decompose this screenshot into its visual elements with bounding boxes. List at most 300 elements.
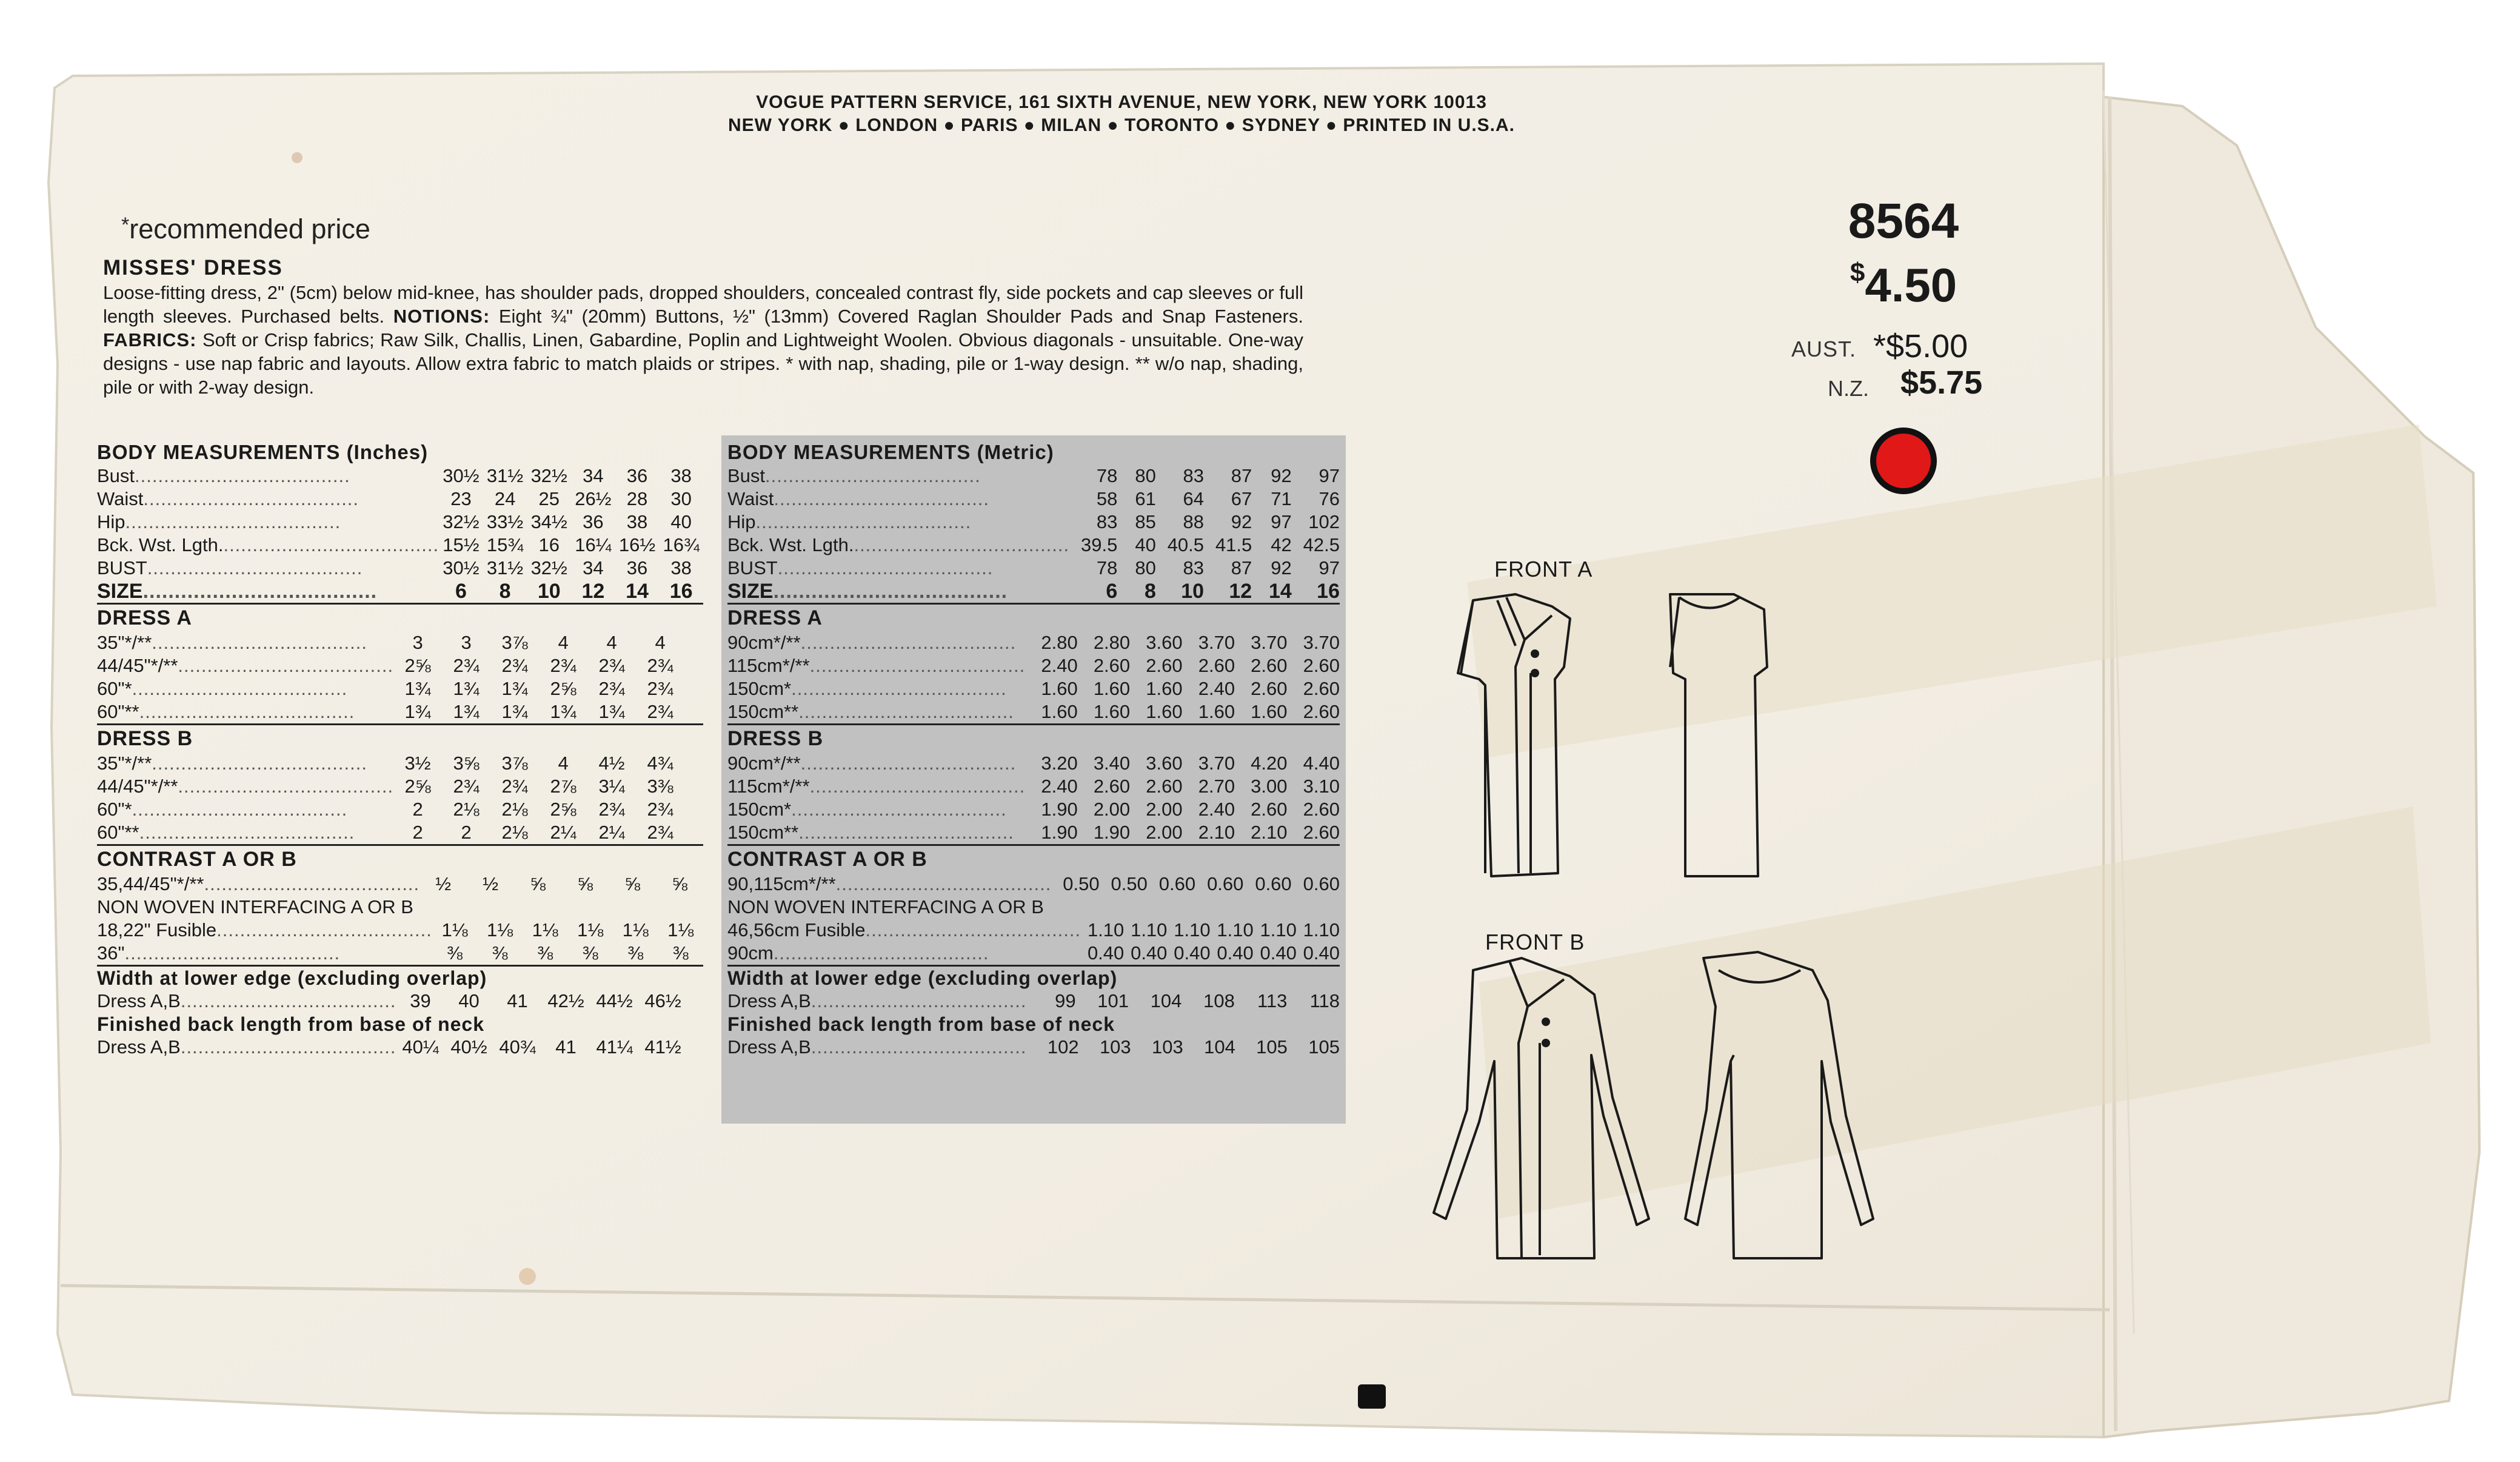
cell-value: 4 [655, 632, 666, 653]
cell-value: 92 [1231, 511, 1252, 532]
cell-value: 3⅜ [647, 776, 673, 797]
cell-value: 2 [412, 822, 423, 843]
metric-dress-a-title: DRESS A [727, 606, 823, 629]
row-label-text: Waist [97, 488, 144, 509]
cell-value: 2.60 [1251, 678, 1288, 699]
metric-dress-b-title: DRESS B [727, 727, 824, 750]
row-label [97, 821, 393, 844]
cell-value: 103 [1099, 1036, 1131, 1058]
leader-dots: ..................................... [765, 465, 981, 486]
style-title: MISSES' DRESS [103, 256, 283, 280]
cell-value: 14 [1268, 580, 1292, 603]
row-label-text: 18,22" Fusible [97, 919, 217, 941]
cell-value: 102 [1308, 511, 1340, 532]
cell-value: 40¾ [499, 1036, 536, 1058]
recommended-price-note [121, 213, 370, 245]
imperial-title: BODY MEASUREMENTS (Inches) [97, 441, 429, 463]
cell-value: 71 [1271, 488, 1292, 509]
table-row [727, 557, 1340, 580]
cell-value: 1¾ [453, 678, 480, 699]
imperial-contrast-title: CONTRAST A OR B [97, 848, 297, 871]
table-row [97, 873, 703, 896]
row-label-text: Dress A,B [97, 1036, 181, 1058]
imperial-body-table [97, 464, 703, 603]
cell-value: 25 [538, 488, 560, 509]
row-label [727, 798, 1025, 821]
cell-value: 3.60 [1146, 753, 1183, 774]
row-label-text: 115cm*/** [727, 655, 810, 676]
cell-value: 2.60 [1303, 655, 1340, 676]
row-label-text: 90cm*/** [727, 753, 801, 774]
cell-value: 32½ [443, 511, 480, 532]
cell-value: 31½ [486, 465, 524, 486]
row-label-text: BUST [97, 557, 147, 578]
imperial-length-table [97, 1036, 687, 1059]
cell-value: 2.10 [1198, 822, 1235, 843]
cell-value: 1.10 [1260, 919, 1297, 941]
row-label-text: Bck. Wst. Lgth. [97, 534, 224, 555]
cell-value: 3 [461, 632, 472, 653]
cell-value: 4 [558, 753, 569, 774]
row-label [97, 942, 432, 965]
imperial-dress-a-title: DRESS A [97, 606, 192, 629]
row-label [97, 534, 439, 557]
cell-value: 0.50 [1111, 873, 1148, 894]
cell-value: 2.60 [1146, 655, 1183, 676]
cell-value: 15½ [443, 534, 480, 555]
cell-value: 32½ [530, 557, 567, 578]
cell-value: 46½ [644, 990, 681, 1011]
cell-value: 15¾ [486, 534, 524, 555]
leader-dots: ..................................... [147, 557, 363, 578]
row-label [727, 752, 1025, 775]
row-label [97, 464, 439, 488]
cell-value: 2¾ [550, 655, 577, 676]
cell-value: 1.10 [1174, 919, 1211, 941]
cell-value: 64 [1183, 488, 1205, 509]
leader-dots: ..................................... [223, 534, 439, 555]
cell-value: 40.5 [1167, 534, 1205, 555]
metric-interfacing-title: NON WOVEN INTERFACING A OR B [727, 896, 1044, 917]
cell-value: 87 [1231, 465, 1252, 486]
cell-value: 1.90 [1093, 822, 1131, 843]
imperial-width-title: Width at lower edge (excluding overlap) [97, 967, 487, 989]
cell-value: 3.70 [1198, 753, 1235, 774]
cell-value: 24 [494, 488, 516, 509]
cell-value: 97 [1318, 557, 1340, 578]
row-label [727, 775, 1025, 798]
cell-value: 30½ [443, 557, 480, 578]
row-label [97, 919, 432, 942]
imperial-dress-b-title: DRESS B [97, 727, 193, 750]
cell-value: 2.60 [1093, 776, 1131, 797]
leader-dots: ..................................... [791, 799, 1007, 820]
cell-value: 105 [1308, 1036, 1340, 1058]
cell-value: 34 [583, 557, 604, 578]
row-label [727, 557, 1069, 580]
table-row [97, 942, 703, 965]
row-label [727, 700, 1025, 723]
metric-width-table [727, 990, 1340, 1013]
cell-value: 1.60 [1251, 701, 1288, 722]
table-row [97, 654, 684, 677]
cell-value: 2.00 [1093, 799, 1131, 820]
leader-dots: ..................................... [125, 511, 341, 532]
metric-dress-b-table [727, 752, 1340, 844]
cell-value: 2.60 [1146, 776, 1183, 797]
stain [519, 1268, 536, 1285]
leader-dots: ..................................... [152, 632, 367, 653]
metric-title: BODY MEASUREMENTS (Metric) [727, 441, 1054, 463]
cell-value: 1.60 [1093, 701, 1131, 722]
row-label [97, 677, 393, 700]
cell-value: 1⅛ [441, 919, 468, 941]
cell-value: 0.60 [1303, 873, 1340, 894]
row-label-text: 44/45"*/** [97, 776, 178, 797]
leader-dots: ..................................... [791, 678, 1007, 699]
row-label [97, 1036, 396, 1059]
table-row [727, 654, 1340, 677]
row-label [727, 821, 1025, 844]
cell-value: 67 [1231, 488, 1252, 509]
cell-value: 3.60 [1146, 632, 1183, 653]
cell-value: 113 [1257, 990, 1288, 1011]
cell-value: 105 [1256, 1036, 1288, 1058]
row-label-text: 60"** [97, 701, 139, 722]
cell-value: 41 [555, 1036, 577, 1058]
cell-value: ⅜ [447, 942, 463, 964]
row-label [727, 677, 1025, 700]
cell-value: 41¼ [596, 1036, 633, 1058]
cell-value: 2 [412, 799, 423, 820]
aust-label: AUST. [1791, 337, 1857, 361]
table-row [727, 1036, 1340, 1059]
table-row [727, 798, 1340, 821]
cell-value: 31½ [486, 557, 524, 578]
table-row [97, 775, 684, 798]
cell-value: 1.90 [1041, 799, 1078, 820]
row-label [97, 654, 393, 677]
cell-value: 2.00 [1146, 822, 1183, 843]
row-label-text: 60"* [97, 799, 132, 820]
row-label-text: 150cm* [727, 678, 792, 699]
cell-value: 3.00 [1251, 776, 1288, 797]
cell-value: 30 [670, 488, 692, 509]
row-label-text: 35,44/45"*/** [97, 873, 204, 894]
cell-value: 92 [1271, 465, 1292, 486]
table-row [727, 464, 1340, 488]
cell-value: 2⅛ [453, 799, 480, 820]
registration-mark [1358, 1384, 1386, 1409]
front-b-sketch [1434, 958, 1649, 1258]
dress-illustrations [1394, 582, 1940, 1273]
imperial-dress-a-table [97, 631, 684, 723]
cell-value: 14 [626, 580, 649, 603]
table-row [97, 631, 684, 654]
description-text: Loose-fitting dress, 2" (5cm) below mid-knee, has shoulder pads, dropped shoulders, concealed contrast fly, side pockets and cap sleeves or full length sleeves. Purchased belts. [103, 282, 1303, 327]
cell-value: 16¼ [575, 534, 612, 555]
leader-dots: ..................................... [800, 632, 1017, 653]
row-label-text: 35"*/** [97, 632, 152, 653]
row-label [97, 700, 393, 723]
cell-value: 23 [450, 488, 472, 509]
cell-value: 108 [1203, 990, 1235, 1011]
leader-dots: ..................................... [774, 488, 990, 509]
cell-value: 8 [1144, 580, 1156, 603]
cell-value: 104 [1204, 1036, 1235, 1058]
cell-value: ⅜ [492, 942, 508, 964]
aust-price: *$5.00 [1873, 328, 1968, 364]
metric-body-table [727, 464, 1340, 603]
row-label-text: 44/45"*/** [97, 655, 178, 676]
leader-dots: ..................................... [835, 873, 1052, 894]
cell-value: 38 [670, 557, 692, 578]
cell-value: 33½ [486, 511, 524, 532]
table-row [727, 677, 1340, 700]
cell-value: 3½ [404, 753, 431, 774]
cell-value: 2¾ [647, 655, 673, 676]
leader-dots: ..................................... [773, 580, 1008, 603]
cell-value: 61 [1135, 488, 1156, 509]
cell-value: 42½ [547, 990, 584, 1011]
notions-text: Eight ¾" (20mm) Buttons, ½" (13mm) Covered Raglan Shoulder Pads and Snap Fasteners. [498, 306, 1303, 327]
cell-value: 83 [1183, 465, 1205, 486]
imperial-contrast-table [97, 873, 703, 896]
leader-dots: ..................................... [755, 511, 972, 532]
cell-value: 30½ [443, 465, 480, 486]
cell-value: ⅜ [627, 942, 644, 964]
leader-dots: ..................................... [135, 465, 350, 486]
cell-value: 80 [1135, 465, 1156, 486]
envelope-flap [2104, 97, 2479, 1437]
back-b-sketch [1685, 952, 1873, 1258]
row-label-text: 35"*/** [97, 753, 152, 774]
row-label [727, 631, 1025, 654]
cell-value: 1¾ [550, 701, 577, 722]
leader-dots: ..................................... [178, 655, 394, 676]
cell-value: 3.40 [1093, 753, 1131, 774]
publisher-address: VOGUE PATTERN SERVICE, 161 SIXTH AVENUE, NEW YORK, NEW YORK 10013 [756, 92, 1487, 112]
row-label-text: Dress A,B [97, 990, 181, 1011]
table-row [727, 873, 1340, 896]
table-row [97, 821, 684, 844]
cell-value: 4 [558, 632, 569, 653]
cell-value: 3.20 [1041, 753, 1078, 774]
cell-value: 2¼ [598, 822, 625, 843]
cell-value: 10 [1181, 580, 1205, 603]
row-label-text: Hip [727, 511, 756, 532]
cell-value: 2¾ [453, 655, 480, 676]
description [103, 281, 1303, 399]
row-label [727, 942, 1081, 965]
cell-value: 2.40 [1198, 678, 1235, 699]
cell-value: ⅜ [672, 942, 689, 964]
metric-length-table [727, 1036, 1340, 1059]
cell-value: ½ [483, 873, 499, 894]
cell-value: 1¾ [404, 678, 431, 699]
nz-price: $5.75 [1900, 364, 1983, 401]
cell-value: 2.60 [1198, 655, 1235, 676]
leader-dots: ..................................... [204, 873, 420, 894]
table-row [97, 534, 703, 557]
metric-chart [721, 435, 1346, 1124]
leader-dots: ..................................... [809, 776, 1026, 797]
nz-label: N.Z. [1828, 376, 1869, 401]
cell-value: 4.40 [1303, 753, 1340, 774]
row-label [97, 752, 393, 775]
leader-dots: ..................................... [132, 799, 348, 820]
cell-value: 99 [1055, 990, 1076, 1011]
cell-value: 1.10 [1131, 919, 1168, 941]
table-row [97, 677, 684, 700]
cell-value: 40 [670, 511, 692, 532]
cell-value: 97 [1271, 511, 1292, 532]
table-row [97, 919, 703, 942]
cell-value: 1¾ [404, 701, 431, 722]
cell-value: 2.80 [1093, 632, 1131, 653]
cell-value: 38 [626, 511, 648, 532]
row-label-text: 60"** [97, 822, 139, 843]
cell-value: 40¼ [402, 1036, 439, 1058]
cell-value: 1.90 [1041, 822, 1078, 843]
row-label [727, 488, 1069, 511]
cell-value: 1⅛ [532, 919, 558, 941]
cell-value: 0.60 [1207, 873, 1244, 894]
cell-value: 2¾ [453, 776, 480, 797]
cell-value: 26½ [575, 488, 612, 509]
cell-value: 0.40 [1087, 942, 1125, 964]
row-label [727, 1036, 1027, 1059]
cell-value: 40 [458, 990, 480, 1011]
table-row [727, 942, 1340, 965]
row-label-text: 150cm** [727, 701, 799, 722]
leader-dots: ..................................... [798, 822, 1014, 843]
cell-value: 2⅝ [550, 799, 577, 820]
front-a-label: FRONT A [1494, 557, 1593, 582]
cell-value: 16 [669, 580, 693, 603]
cell-value: 16 [538, 534, 560, 555]
metric-contrast-title: CONTRAST A OR B [727, 848, 927, 871]
row-label-text: Bust [97, 465, 135, 486]
cell-value: 2⅞ [550, 776, 577, 797]
cell-value: 3⅞ [501, 632, 528, 653]
asterisk: * [121, 213, 130, 236]
cell-value: 2.40 [1198, 799, 1235, 820]
leader-dots: ..................................... [854, 534, 1070, 555]
cell-value: 3.70 [1251, 632, 1288, 653]
cell-value: 2⅝ [404, 776, 431, 797]
cell-value: ⅝ [624, 873, 640, 894]
table-row [727, 488, 1340, 511]
row-label [97, 798, 393, 821]
table-row [727, 631, 1340, 654]
imperial-interfacing-table [97, 919, 703, 965]
cell-value: 1¾ [501, 701, 528, 722]
leader-dots: ..................................... [773, 942, 989, 964]
cell-value: 1.60 [1146, 678, 1183, 699]
table-row [727, 752, 1340, 775]
row-label-text: 115cm*/** [727, 776, 810, 797]
row-label-text: Waist [727, 488, 774, 509]
cell-value: 36 [583, 511, 604, 532]
cell-value: 2.60 [1093, 655, 1131, 676]
imperial-dress-b-table [97, 752, 684, 844]
table-row [727, 919, 1340, 942]
row-label [727, 990, 1027, 1013]
cell-value: 2⅛ [501, 822, 528, 843]
row-label-text: BUST [727, 557, 778, 578]
cell-value: 8 [499, 580, 511, 603]
cell-value: 34½ [530, 511, 567, 532]
leader-dots: ..................................... [178, 776, 394, 797]
publisher-header [606, 91, 1637, 137]
cell-value: 6 [455, 580, 467, 603]
cell-value: 118 [1309, 990, 1340, 1011]
cell-value: ½ [435, 873, 452, 894]
row-label-text: Bust [727, 465, 766, 486]
cell-value: 2.60 [1251, 799, 1288, 820]
imperial-length-title: Finished back length from base of neck [97, 1013, 485, 1035]
cell-value: 4 [606, 632, 617, 653]
row-label-text: 90cm*/** [727, 632, 801, 653]
row-label [97, 511, 439, 534]
cell-value: 1.10 [1303, 919, 1340, 941]
cell-value: 3.70 [1303, 632, 1340, 653]
cell-value: 1¾ [501, 678, 528, 699]
cell-value: 3⅞ [501, 753, 528, 774]
cell-value: ⅝ [577, 873, 593, 894]
cell-value: 28 [626, 488, 648, 509]
cell-value: 1¾ [453, 701, 480, 722]
cell-value: 2.40 [1041, 776, 1078, 797]
row-label-text: Dress A,B [727, 1036, 811, 1058]
cell-value: 85 [1135, 511, 1156, 532]
table-row [727, 775, 1340, 798]
leader-dots: ..................................... [139, 701, 355, 722]
cell-value: 1⅛ [667, 919, 694, 941]
cell-value: 88 [1183, 511, 1205, 532]
fabrics-text: Soft or Crisp fabrics; Raw Silk, Challis, Linen, Gabardine, Poplin and Lightweight Woolen. Obvious diagonals - unsuitable. One-way designs - use nap fabric and layouts. Allow extra fabric to match plaids or stripes. * with nap, shading, pile or 1-way design. ** w/o nap, shading, pile or with 2-way design. [103, 329, 1303, 398]
cell-value: 83 [1183, 557, 1205, 578]
cell-value: 34 [583, 465, 604, 486]
row-label [727, 873, 1051, 896]
cell-value: 39 [410, 990, 431, 1011]
cell-value: 2 [461, 822, 472, 843]
table-row [97, 488, 703, 511]
cell-value: 2⅛ [501, 799, 528, 820]
cell-value: 2.60 [1303, 678, 1340, 699]
cell-value: 2⅝ [550, 678, 577, 699]
cell-value: 0.40 [1174, 942, 1211, 964]
cell-value: 32½ [530, 465, 567, 486]
cell-value: 36 [626, 557, 648, 578]
cell-value: 1.60 [1041, 701, 1078, 722]
cell-value: 76 [1318, 488, 1340, 509]
metric-interfacing-table [727, 919, 1340, 965]
row-label-text: 36" [97, 942, 125, 964]
cell-value: 1⅛ [487, 919, 513, 941]
row-label [727, 464, 1069, 488]
publisher-cities: NEW YORK ● LONDON ● PARIS ● MILAN ● TORONTO ● SYDNEY ● PRINTED IN U.S.A. [727, 115, 1516, 135]
metric-width-title: Width at lower edge (excluding overlap) [727, 967, 1118, 989]
cell-value: 2.80 [1041, 632, 1078, 653]
row-label-text: 150cm* [727, 799, 792, 820]
imperial-interfacing-title: NON WOVEN INTERFACING A OR B [97, 896, 413, 917]
cell-value: 3.10 [1303, 776, 1340, 797]
cell-value: 2¾ [598, 655, 625, 676]
cell-value: 42 [1271, 534, 1292, 555]
cell-value: 0.40 [1131, 942, 1168, 964]
